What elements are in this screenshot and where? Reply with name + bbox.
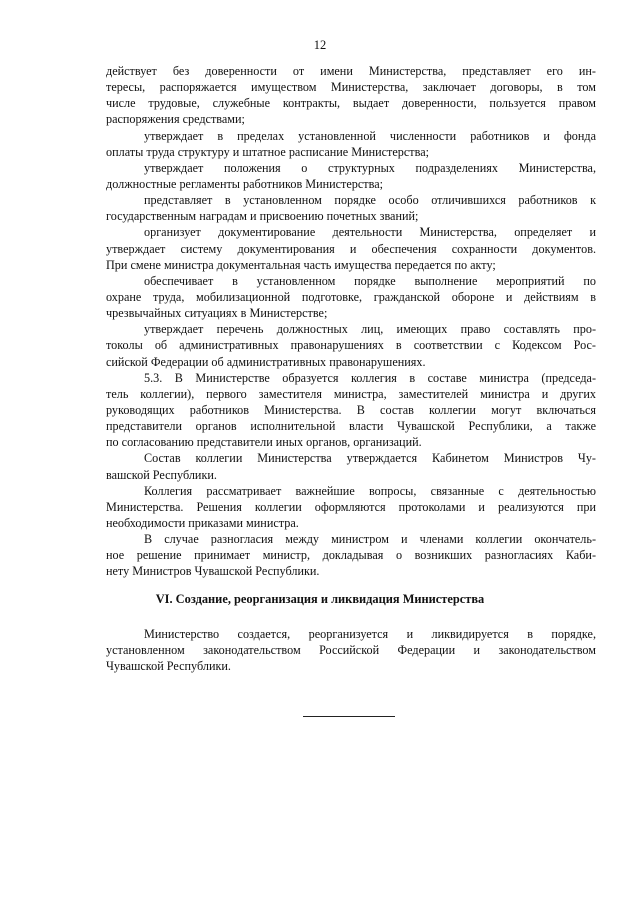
body-line: распоряжения средствами; [106,112,245,127]
body-line: При смене министра документальная часть имущества передается по акту; [106,257,496,272]
body-line: должностные регламенты работников Министерства; [106,176,384,191]
body-line: Министерство создается, реорганизуется и ликвидируется в порядке, [144,627,596,641]
body-line: представители органов исполнительной власти Чувашской Республики, а также [106,419,596,434]
body-text [106,63,596,580]
body-line: Министерства. Решения коллегии оформляются протоколами и реализуются при [106,499,596,514]
body-line: тель коллегии), первого заместителя министра, заместителей министра и других [106,386,596,401]
body-line: оплаты труда структуру и штатное расписание Министерства; [106,144,430,159]
body-line: утверждает положения о структурных подразделениях Министерства, [144,160,596,175]
closing-rule [303,716,395,717]
body-line: Чувашской Республики. [106,659,231,674]
body-line: установленном законодательством Российской Федерации и законодательством [106,643,596,658]
body-line: токолы об административных правонарушениях в соответствии с Кодексом Рос- [106,338,596,353]
body-line: тересы, распоряжается имуществом Министерства, заключает договоры, в том [106,80,596,95]
body-line: действует без доверенности от имени Министерства, представляет его ин- [106,64,596,78]
body-line: В случае разногласия между министром и членами коллегии окончатель- [144,532,596,547]
body-line: государственным наградам и присвоению почетных званий; [106,209,419,224]
body-line: необходимости приказами министра. [106,515,299,530]
body-line: обеспечивает в установленном порядке выполнение мероприятий по [144,273,596,288]
section-heading: VI. Создание, реорганизация и ликвидация Министерства [155,592,485,606]
body-line: организует документирование деятельности Министерства, определяет и [144,225,596,240]
body-line: утверждает перечень должностных лиц, имеющих право составлять про- [144,322,596,337]
final-paragraph [106,626,596,674]
body-line: нету Министров Чувашской Республики. [106,564,320,579]
body-line: числе трудовые, служебные контракты, выдает доверенности, пользуется правом [106,96,596,111]
body-line: ное решение принимает министр, докладывая о возникших разногласиях Каби- [106,548,596,563]
body-line: утверждает в пределах установленной численности работников и фонда [144,128,596,143]
page-number: 12 [313,38,327,52]
body-line: сийской Федерации об административных правонарушениях. [106,354,426,369]
body-line: представляет в установленном порядке особо отличившихся работников к [144,193,596,208]
body-line: Состав коллегии Министерства утверждается Кабинетом Министров Чу- [144,451,596,466]
body-line: чрезвычайных ситуациях в Министерстве; [106,306,328,321]
body-line: вашской Республики. [106,467,217,482]
body-line: руководящих работников Министерства. В состав коллегии могут включаться [106,402,596,417]
body-line: Коллегия рассматривает важнейшие вопросы, связанные с деятельностью [144,483,596,498]
body-line: по согласованию представители иных органов, организаций. [106,435,422,450]
body-line: утверждает систему документирования и обеспечения сохранности документов. [106,241,596,256]
body-line: охране труда, мобилизационной подготовке, гражданской обороне и действиям в [106,289,596,304]
body-line: 5.3. В Министерстве образуется коллегия в составе министра (председа- [144,370,596,385]
